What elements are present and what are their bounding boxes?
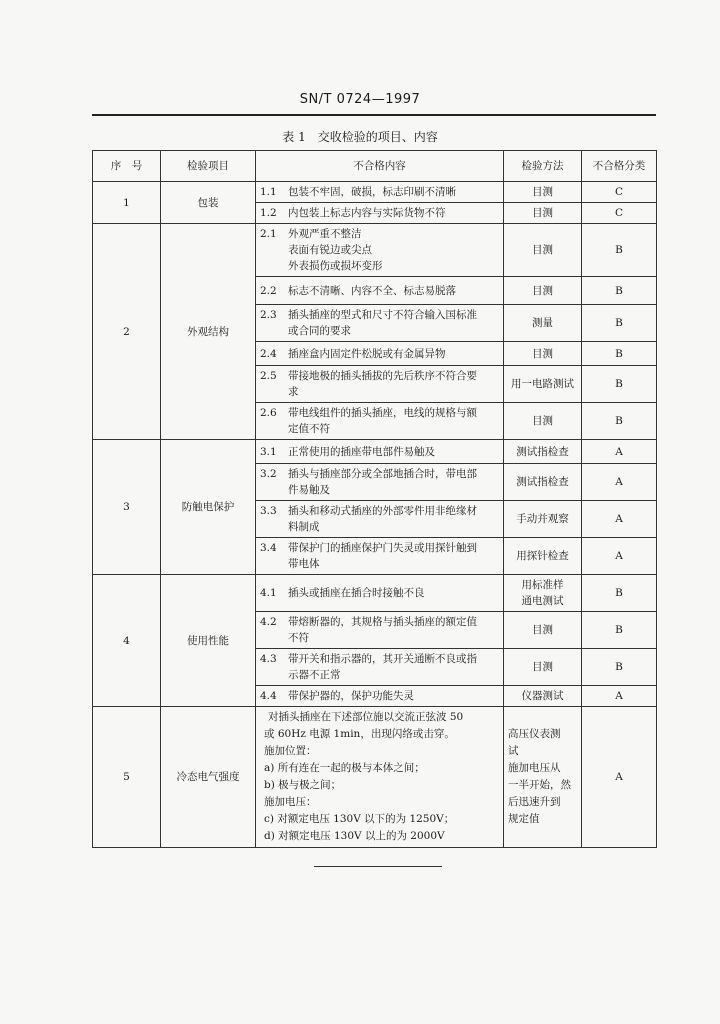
clause-text: 带电体 (288, 558, 320, 570)
paragraph-line: 施加位置： (264, 745, 317, 757)
method-cell: 目测 (504, 203, 582, 224)
serial-cell: 2 (93, 224, 161, 440)
standard-code: SN/T 0724—1997 (299, 92, 421, 107)
clause-number: 3.4 (260, 542, 277, 554)
content-cell (256, 182, 504, 203)
method-cell: 目测 (504, 612, 582, 649)
footer-rule (314, 866, 442, 867)
method-cell: 仪器测试 (504, 686, 582, 707)
content-line (260, 466, 499, 482)
table-row (93, 575, 657, 612)
method-cell: 手动并观察 (504, 501, 582, 538)
content-line (260, 205, 499, 221)
header-serial: 序 号 (93, 151, 161, 182)
clause-number: 2.4 (260, 347, 277, 360)
clause-number: 3.2 (260, 468, 277, 480)
clause-text: 带熔断器的，其规格与插头插座的额定值 (288, 616, 477, 628)
clause-number: 2.5 (260, 370, 277, 382)
table-header-row (93, 151, 657, 182)
header-content: 不合格内容 (256, 151, 504, 182)
clause-text: 正常使用的插座带电部件易触及 (288, 445, 435, 458)
clause-number: 1.1 (260, 186, 277, 198)
clause-text: 插头与插座部分或全部地插合时，带电部 (288, 468, 477, 480)
class-cell: B (582, 575, 657, 612)
class-cell: B (582, 403, 657, 440)
header-rule (92, 114, 656, 116)
class-cell: A (582, 464, 657, 501)
clause-number: 3.1 (260, 445, 277, 458)
item-cell: 使用性能 (161, 575, 256, 707)
method-line: 后迅速升到 (508, 796, 561, 808)
table-caption: 表 1 交收检验的项目、内容 (282, 130, 438, 144)
content-cell (256, 224, 504, 277)
content-cell (256, 501, 504, 538)
class-cell: A (582, 538, 657, 575)
class-cell: A (582, 501, 657, 538)
content-cell (256, 366, 504, 403)
content-line (260, 405, 499, 421)
clause-text: 插座盒内固定件松脱或有金属异物 (288, 347, 446, 360)
method-cell: 目测 (504, 403, 582, 440)
method-cell: 测量 (504, 305, 582, 342)
class-cell: C (582, 182, 657, 203)
class-cell: B (582, 612, 657, 649)
table-row (93, 224, 657, 277)
serial-cell: 4 (93, 575, 161, 707)
method-cell: 用一电路测试 (504, 366, 582, 403)
content-line (260, 283, 499, 299)
clause-text: 带接地极的插头插拔的先后秩序不符合要 (288, 370, 477, 382)
clause-text: 求 (288, 386, 299, 398)
method-cell (504, 707, 582, 848)
clause-number: 4.1 (260, 587, 277, 599)
clause-number: 3.3 (260, 505, 277, 517)
method-cell: 测试指检查 (504, 464, 582, 501)
clause-text: 插头和移动式插座的外部零件用非绝缘材 (288, 505, 477, 517)
class-cell: A (582, 707, 657, 848)
content-line (260, 651, 499, 667)
header-item: 检验项目 (161, 151, 256, 182)
class-cell: B (582, 305, 657, 342)
clause-text: 外表损伤或损坏变形 (288, 260, 383, 272)
table-row (93, 707, 657, 848)
table-row (93, 182, 657, 203)
clause-text: 料制成 (288, 521, 320, 533)
clause-number: 2.6 (260, 407, 277, 419)
item-cell: 防触电保护 (161, 440, 256, 575)
content-cell (256, 464, 504, 501)
clause-text: 包装不牢固，破损，标志印刷不清晰 (288, 186, 456, 198)
clause-text: 定值不符 (288, 423, 330, 435)
method-line: 高压仪表测 (508, 728, 561, 740)
content-line (260, 226, 499, 242)
method-cell: 目测 (504, 224, 582, 277)
clause-text: 标志不清晰、内容不全、标志易脱落 (288, 284, 456, 297)
class-cell: B (582, 366, 657, 403)
clause-text: 表面有锐边或尖点 (288, 244, 372, 256)
clause-number: 2.2 (260, 284, 277, 297)
class-cell: B (582, 277, 657, 305)
method-cell: 目测 (504, 649, 582, 686)
content-cell (256, 575, 504, 612)
method-line: 一半开始，然 (508, 779, 571, 791)
content-line (260, 614, 499, 630)
clause-text: 外观严重不整洁 (288, 228, 362, 240)
paragraph-line: 施加电压： (264, 796, 317, 808)
method-line: 施加电压从 (508, 762, 561, 774)
item-cell: 冷态电气强度 (161, 707, 256, 848)
method-cell: 目测 (504, 342, 582, 366)
clause-number: 4.3 (260, 653, 277, 665)
content-cell (256, 203, 504, 224)
clause-text: 内包装上标志内容与实际货物不符 (288, 207, 446, 219)
content-cell (256, 342, 504, 366)
class-cell: A (582, 440, 657, 464)
class-cell: C (582, 203, 657, 224)
clause-text: 带电线组件的插头插座，电线的规格与额 (288, 407, 477, 419)
paragraph-line: d) 对额定电压 130V 以上的为 2000V (264, 830, 445, 842)
clause-text: 件易触及 (288, 484, 330, 496)
paragraph-line: b) 极与极之间； (264, 779, 342, 791)
content-cell (256, 538, 504, 575)
inspection-table (92, 150, 657, 848)
class-cell: B (582, 224, 657, 277)
method-line: 规定值 (508, 813, 540, 825)
clause-text: 插头或插座在插合时接触不良 (288, 587, 425, 599)
content-line (260, 184, 499, 200)
class-cell: A (582, 686, 657, 707)
content-line (260, 540, 499, 556)
content-line (260, 585, 499, 601)
content-cell (256, 707, 504, 848)
class-cell: B (582, 342, 657, 366)
serial-cell: 1 (93, 182, 161, 224)
content-line (260, 368, 499, 384)
content-cell (256, 277, 504, 305)
method-cell: 用标准样 通电测试 (504, 575, 582, 612)
method-line: 试 (508, 745, 519, 757)
clause-number: 1.2 (260, 207, 277, 219)
clause-text: 不符 (288, 632, 309, 644)
paragraph-line: c) 对额定电压 130V 以下的为 1250V； (264, 813, 455, 825)
clause-text: 插头插座的型式和尺寸不符合输入国标准 (288, 309, 477, 321)
content-line (260, 307, 499, 323)
table-row (93, 440, 657, 464)
paragraph-line: 对插头插座在下述部位施以交流正弦波 50 (268, 711, 464, 723)
paragraph-line: 或 60Hz 电源 1min，出现闪络或击穿。 (264, 728, 455, 740)
method-cell: 目测 (504, 277, 582, 305)
class-cell: B (582, 649, 657, 686)
clause-text: 或合同的要求 (288, 325, 351, 337)
method-cell: 测试指检查 (504, 440, 582, 464)
content-line (260, 346, 499, 362)
clause-number: 4.4 (260, 690, 277, 702)
content-cell (256, 686, 504, 707)
method-cell: 目测 (504, 182, 582, 203)
content-line (260, 444, 499, 460)
content-cell (256, 440, 504, 464)
item-cell: 包装 (161, 182, 256, 224)
header-method: 检验方法 (504, 151, 582, 182)
clause-text: 带保护器的，保护功能失灵 (288, 690, 414, 702)
clause-text: 带保护门的插座保护门失灵或用探针触到 (288, 542, 477, 554)
clause-number: 4.2 (260, 616, 277, 628)
content-cell (256, 403, 504, 440)
clause-number: 2.1 (260, 228, 277, 240)
clause-text: 示器不正常 (288, 669, 341, 681)
content-line (260, 503, 499, 519)
content-cell (256, 305, 504, 342)
content-line (260, 688, 499, 704)
content-cell (256, 612, 504, 649)
serial-cell: 5 (93, 707, 161, 848)
clause-text: 带开关和指示器的，其开关通断不良或指 (288, 653, 477, 665)
item-cell: 外观结构 (161, 224, 256, 440)
content-cell (256, 649, 504, 686)
serial-cell: 3 (93, 440, 161, 575)
clause-number: 2.3 (260, 309, 277, 321)
header-class: 不合格分类 (582, 151, 657, 182)
paragraph-line: a) 所有连在一起的极与本体之间； (264, 762, 425, 774)
method-cell: 用探针检查 (504, 538, 582, 575)
